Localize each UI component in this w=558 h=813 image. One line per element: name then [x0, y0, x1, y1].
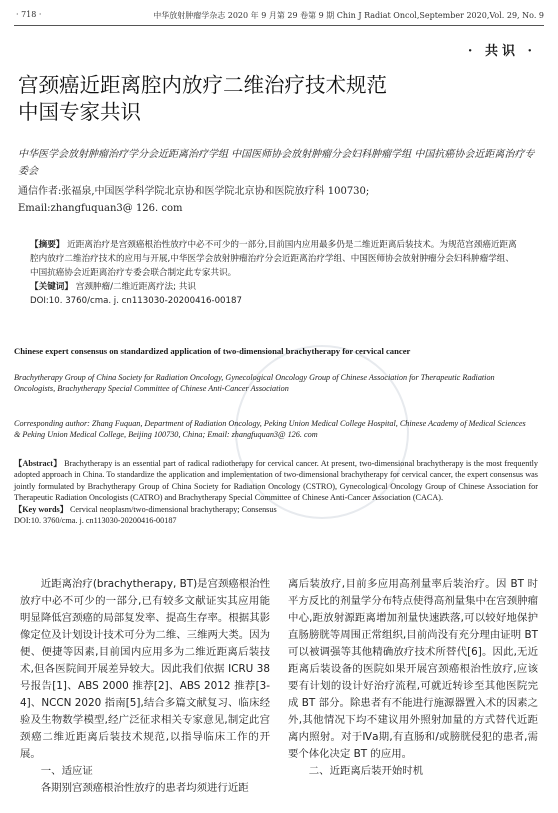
abstract-cn-label: 【摘要】 [30, 240, 65, 250]
abstract-cn-text: 近距离治疗是宫颈癌根治性放疗中必不可少的一部分,目前国内应用最多仍是二维近距离后装技术。为规范宫颈癌近距离腔内放疗二维治疗技术的应用与开展,中华医学会放射肿瘤治疗分会近距离治疗学组、中国医师协会放射肿瘤分会妇科肿瘤学组、中国抗癌协会近距离治疗专委会联合制定此专家共识。 [30, 240, 517, 278]
article-title [18, 72, 538, 126]
correspondence-email: Email:zhangfuquan3@ 126. com [18, 203, 183, 214]
author-groups: 中华医学会放射肿瘤治疗学分会近距离治疗学组 中国医师协会放射肿瘤分会妇科肿瘤学组 中国抗癌协会近距离治疗专委会 [18, 149, 535, 177]
indications-paragraph: 各期别宫颈癌根治性放疗的患者均须进行近距 [40, 782, 249, 794]
english-corresponding: Corresponding author: Zhang Fuquan, Department of Radiation Oncology, Peking Union Medical College Hospital, Chinese Academy of Medical Sciences & Peking Union Medical College, Beijing 100730, China; Email: zhangfuquan3@ 126. com [14, 419, 526, 440]
body-column-right [288, 576, 538, 780]
keywords-cn: 宫颈肿瘤/二维近距离疗法; 共识 [75, 282, 196, 292]
english-title: Chinese expert consensus on standardized application of two-dimensional brachytherapy for cervical cancer [14, 346, 411, 356]
abstract-cn [30, 238, 520, 308]
title-line-2: 中国专家共识 [18, 100, 141, 124]
section-heading-timing: 二、近距离后装开始时机 [308, 765, 424, 777]
header-divider [14, 25, 544, 26]
body-column-left [20, 576, 270, 797]
english-doi: DOI:10. 3760/cma. j. cn113030-20200416-00187 [14, 516, 177, 526]
page-number: · 718 · [16, 10, 42, 19]
intro-paragraph: 近距离治疗(brachytherapy, BT)是宫颈癌根治性放疗中必不可少的一部分,已有较多文献证实其应用能明显降低宫颈癌的局部复发率、提高生存率。根据其影像定位及计划设计技术可分为二维、三维两大类。因为便、便捷等因素,目前国内应用多为二维近距离后装技术,但各医院间开展差异较大。因此我们依据 ICRU 38 号报告[1]、ABS 2000 推荐[2]、ABS 2012 推荐[3-4]、NCCN 2020 指南[5],结合多篇文献复习、临床经验及生物数学模型,经广泛征求相关专家意见,制定此宫颈癌二维近距离后装技术规范,以指导临床工作的开展。 [20, 578, 270, 760]
title-line-1: 宫颈癌近距离腔内放疗二维治疗技术规范 [18, 73, 387, 97]
keywords-cn-label: 【关键词】 [30, 282, 73, 292]
article-category: · 共识 · [467, 44, 536, 59]
journal-citation: 中华放射肿瘤学杂志 2020 年 9 月第 29 卷第 9 期 Chin J Radiat Oncol,September 2020,Vol. 29, No. 9 [153, 11, 544, 20]
english-abstract [14, 458, 538, 526]
english-keywords: Cervical neoplasm/two-dimensional brachytherapy; Consensus [69, 504, 277, 514]
correspondence-author: 通信作者:张福泉,中国医学科学院北京协和医学院北京协和医院放疗科 100730; [18, 186, 370, 197]
english-abstract-label: 【Abstract】 [14, 459, 62, 468]
continuation-paragraph: 离后装放疗,目前多应用高剂量率后装治疗。因 BT 时平方反比的剂量学分布特点使得高剂量集中在宫颈肿瘤中心,距放射源距离增加剂量快速跌落,可以较好地保护直肠膀胱等周围正常组织,目前尚没有充分理由证明 BT 可以被调强等其他精确放疗技术所替代[6]。因此,无近距离后装设备的医院如果开展宫颈癌根治性放疗,应该要有计划的设计好治疗流程,可就近转诊至其他医院完成 BT 部分。除患者有不能进行施源器置入术的因素之外,其他情况下均不建议用外照射加量的方式替代近距离内照射。对于Ⅳa期,有直肠和/或膀胱侵犯的患者,需要个体化决定 BT 的应用。 [288, 578, 538, 760]
correspondence [18, 183, 538, 217]
english-abstract-text: Brachytherapy is an essential part of radical radiotherapy for cervical cancer. At present, two-dimensional brachytherapy is the most frequently adopted approach in China. To standardize the application and implementation of two-dimensional brachytherapy for cervical cancer, the expert consensus was jointly formulated by Brachytherapy Group of China Society for Radiation Oncology (CSTRO), Gynecological Oncology Group of Chinese Association for Therapeutic Radiation Oncologists (CATRO) and Brachytherapy Special Committee of Chinese Anti-Cancer Association (CACA). [14, 459, 538, 503]
section-heading-indications: 一、适应证 [40, 765, 93, 777]
doi-cn: DOI:10. 3760/cma. j. cn113030-20200416-00187 [30, 296, 242, 306]
running-header [14, 8, 544, 24]
english-groups: Brachytherapy Group of China Society for Radiation Oncology, Gynecological Oncology Group of Chinese Association for Therapeutic Radiation Oncologists, Brachytherapy Special Committee of Chinese Anti-Cancer Association [14, 373, 495, 394]
english-keywords-label: 【Key words】 [14, 504, 68, 514]
